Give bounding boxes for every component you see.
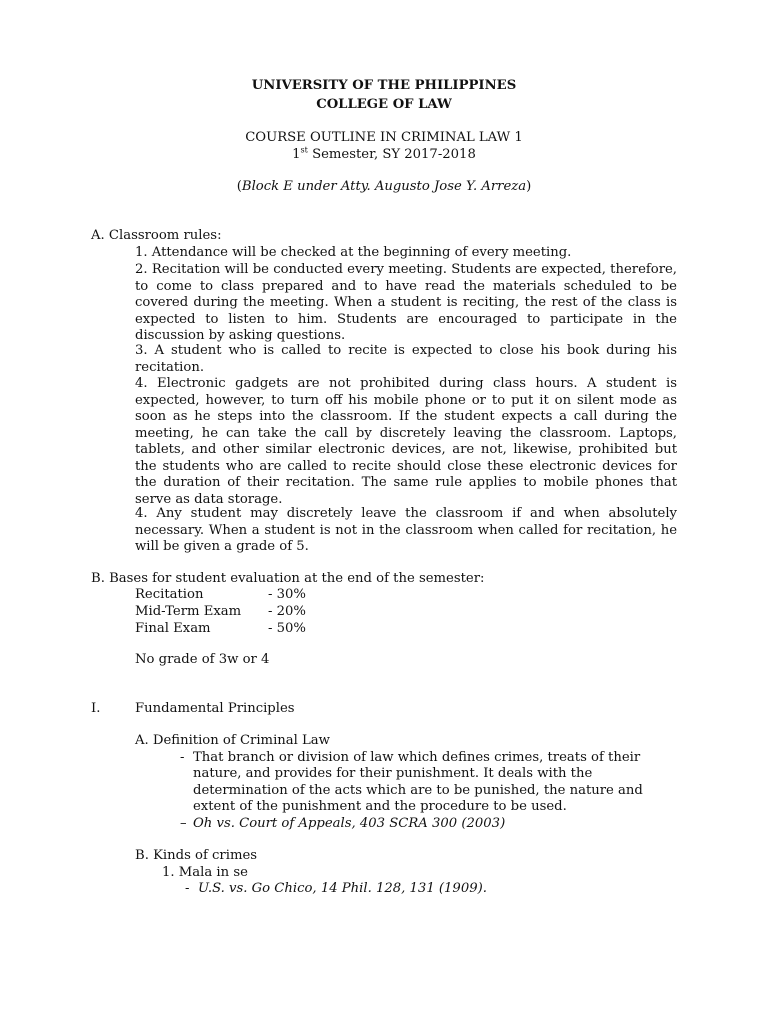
evaluation-note: No grade of 3w or 4 xyxy=(135,652,270,667)
rule-leave-classroom: 4. Any student may discretely leave the classroom if and when absolutely necessary. When a student is not in the classroom when called for recitation, he will be given a grade of 5. xyxy=(135,506,677,554)
evaluation-item-value: - 20% xyxy=(268,604,306,619)
definition-line: That branch or division of law which defines crimes, treats of their xyxy=(193,750,641,765)
block-paren-close: ) xyxy=(526,179,532,194)
section-numeral: I. xyxy=(91,701,101,716)
semester-text: Semester, SY 2017-2018 xyxy=(307,147,476,162)
block-instructor: Block E under Atty. Augusto Jose Y. Arreza xyxy=(241,179,527,194)
rule-electronic-gadgets: 4. Electronic gadgets are not prohibited during class hours. A student is expected, however, to turn off his mobile phone or to put it on silent mode as soon as he steps into the classroom. If the student expects a call during the meeting, he can take the call by discretely leaving the classroom. Laptops, tablets, and other similar electronic devices, are not, likewise, prohibited but the students who are called to recite should close these electronic devices for the duration of their recitation. The same rule applies to mobile phones that serve as data storage. xyxy=(135,376,677,507)
rule-close-book: 3. A student who is called to recite is expected to close his book during his recitation. xyxy=(135,343,677,375)
case-dash: - xyxy=(185,881,190,896)
evaluation-item-label: Final Exam xyxy=(135,621,211,636)
rule-recitation: 2. Recitation will be conducted every meeting. Students are expected, therefore, to come to class prepared and to have read the materials scheduled to be covered during the meeting. When a student is reciting, the rest of the class is expected to listen to him. Students are encouraged to participate in the discussion by asking questions. xyxy=(135,262,677,343)
block-line xyxy=(0,179,768,196)
section-title: Fundamental Principles xyxy=(135,701,295,716)
kinds-item: 1. Mala in se xyxy=(162,865,248,880)
semester-superscript: st xyxy=(300,145,308,155)
evaluation-heading: B. Bases for student evaluation at the end of the semester: xyxy=(91,571,485,586)
definition-dash: - xyxy=(180,750,185,765)
rule-attendance: 1. Attendance will be checked at the beginning of every meeting. xyxy=(135,245,572,260)
evaluation-item-value: - 30% xyxy=(268,587,306,602)
university-title: UNIVERSITY OF THE PHILIPPINES xyxy=(251,78,517,93)
kinds-heading: B. Kinds of crimes xyxy=(135,848,258,863)
evaluation-item-label: Mid-Term Exam xyxy=(135,604,242,619)
classroom-rules-heading: A. Classroom rules: xyxy=(91,228,222,243)
definition-heading: A. Definition of Criminal Law xyxy=(135,733,330,748)
semester-line xyxy=(0,147,768,164)
definition-line: determination of the acts which are to be punished, the nature and xyxy=(193,783,643,798)
semester-number: 1 xyxy=(292,147,301,162)
course-title: COURSE OUTLINE IN CRIMINAL LAW 1 xyxy=(245,130,523,145)
case-citation: Oh vs. Court of Appeals, 403 SCRA 300 (2003) xyxy=(193,816,506,831)
block-paren-open: ( xyxy=(236,179,242,194)
evaluation-item-label: Recitation xyxy=(135,587,204,602)
definition-line: extent of the punishment and the procedure to be used. xyxy=(193,799,567,814)
definition-line: nature, and provides for their punishment. It deals with the xyxy=(193,766,593,781)
case-citation: U.S. vs. Go Chico, 14 Phil. 128, 131 (1909). xyxy=(198,881,487,896)
case-dash: – xyxy=(180,816,187,831)
college-title: COLLEGE OF LAW xyxy=(316,97,452,112)
evaluation-item-value: - 50% xyxy=(268,621,306,636)
